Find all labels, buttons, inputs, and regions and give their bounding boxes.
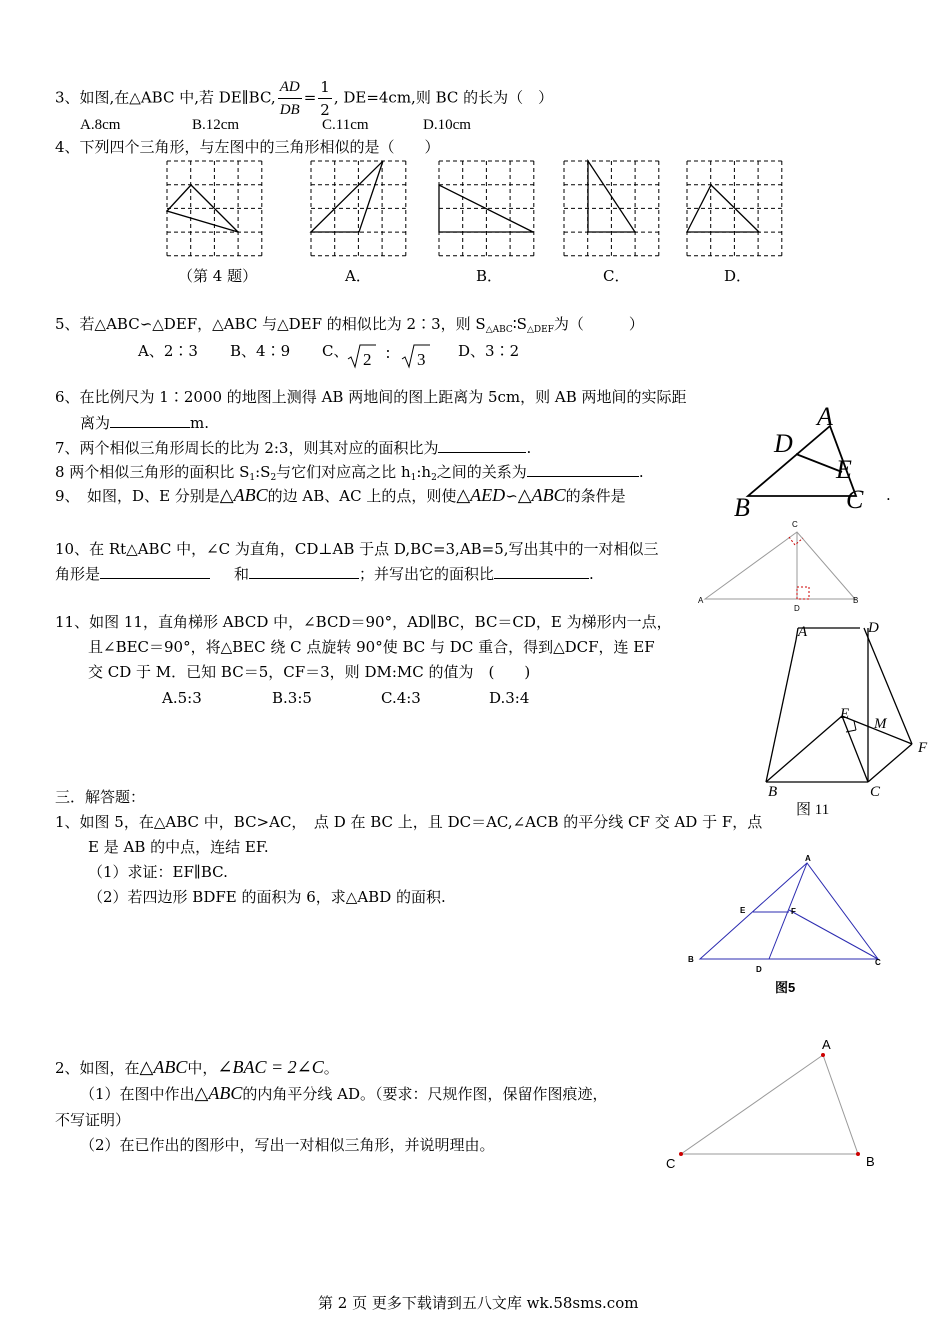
q11-option-c: C.4:3 — [381, 689, 421, 707]
p2-label-a: A — [822, 1037, 831, 1052]
q9-label-e: E — [836, 455, 852, 484]
q8-blank[interactable] — [527, 462, 639, 477]
q11-option-d: D.3:4 — [489, 689, 530, 707]
q10-line2: 角形是 和 ；并写出它的面积比 . — [55, 565, 594, 583]
q4-tri-a — [311, 161, 383, 232]
q5-option-a: A、2∶3 — [138, 342, 198, 360]
q3-stem: 3、如图,在△ABC 中,若 DE∥BC, $\frac{AD}{DB}$ = $\frac{1}{2}$ , DE=4cm,则 BC 的长为（ ） — [55, 78, 554, 119]
q5-option-c: C、 — [322, 342, 349, 360]
q11-label-e: E — [840, 706, 850, 722]
q3-fraction-half: $\frac{1}{2}$ — [320, 78, 330, 119]
q10-label-a: A — [698, 596, 704, 605]
section-3-title: 三．解答题： — [55, 788, 146, 806]
q11-label-m: M — [874, 716, 887, 732]
q6-blank[interactable] — [110, 413, 190, 428]
q10-blank-3[interactable] — [494, 564, 589, 579]
q7-stem: 7、两个相似三角形周长的比为 2:3，则其对应的面积比为 . — [55, 439, 532, 457]
q11-line3: 交 CD 于 M．已知 BC＝5，CF＝3，则 DM:MC 的值为 ( ) — [88, 663, 531, 681]
q5-root2: 3 — [417, 350, 426, 369]
q11-line2: 且∠BEC＝90°，将△BEC 绕 C 点旋转 90°使 BC 与 DC 重合，得到△DCF，连 EF — [88, 638, 655, 656]
p2-line2: （1）在图中作出△ABC的内角平分线 AD。（要求：尺规作图，保留作图痕迹， — [80, 1083, 608, 1103]
q5-option-d: D、3∶2 — [458, 342, 520, 360]
q3-option-d: D.10cm — [423, 117, 471, 133]
q9-label-c: C — [846, 485, 864, 514]
q5-option-b: B、4∶9 — [230, 342, 291, 360]
q11-label-f: F — [918, 740, 928, 756]
q10-figure — [695, 515, 875, 615]
p1-figure — [685, 852, 895, 1002]
q6-line2: 离为 m. — [80, 414, 210, 432]
p1-line2: E 是 AB 的中点，连结 EF. — [88, 838, 269, 856]
q11-figure — [760, 620, 940, 820]
q9-label-d: D — [774, 429, 793, 458]
q4-caption-c: C． — [603, 267, 630, 285]
q7-blank[interactable] — [438, 438, 526, 453]
q3-fraction: $\frac{AD}{DB}$ — [278, 76, 302, 121]
p1-label-a: A — [805, 854, 811, 863]
q11-label-d: D — [868, 620, 879, 636]
p2-figure — [660, 1035, 890, 1175]
q8-stem: 8 两个相似三角形的面积比 $S_1:S_2$与它们对应高之比 $h_1:h_2$之间的关系为 . — [55, 463, 644, 483]
q5-root1: 2 — [363, 350, 372, 369]
p1-label-c: C — [875, 958, 881, 967]
p1-line4: （2）若四边形 BDFE 的面积为 6，求△ABD 的面积. — [88, 888, 446, 906]
q4-grid-c — [564, 161, 659, 256]
q10-line1: 10、在 Rt△ABC 中，∠C 为直角，CD⊥AB 于点 D,BC=3,AB=5,写出其中的一对相似三 — [55, 540, 659, 558]
q11-option-b: B.3:5 — [272, 689, 312, 707]
p2-line1: 2、如图，在△ABC中，∠BAC = 2∠C。 — [55, 1057, 339, 1077]
p2-line3: 不写证明） — [55, 1111, 131, 1129]
q5-colon: ∶ — [386, 345, 390, 363]
q11-label-c: C — [870, 784, 881, 800]
p1-label-d: D — [756, 965, 762, 974]
q4-caption-reference: （第 4 题） — [178, 267, 258, 285]
q5-stem: 5、若△ABC∽△DEF，△ABC 与△DEF 的相似比为 2∶3，则 $S_{\triangle ABC}∶S_{\triangle DEF}$为（ ） — [55, 315, 644, 335]
p1-label-f: F — [791, 907, 796, 916]
q10-label-d: D — [794, 604, 800, 613]
p1-caption: 图5 — [775, 980, 796, 995]
q5-root-expression — [346, 343, 446, 373]
q10-blank-1[interactable] — [100, 564, 210, 579]
q4-grid-a — [311, 161, 406, 256]
q4-stem: 4、下列四个三角形，与左图中的三角形相似的是（ ） — [55, 138, 440, 156]
p1-label-e: E — [740, 906, 746, 915]
p1-label-b: B — [688, 955, 694, 964]
q10-blank-2[interactable] — [249, 564, 359, 579]
q3-option-a: A.8cm — [80, 117, 121, 133]
q4-caption-d: D． — [724, 267, 752, 285]
q9-label-a: A — [817, 402, 833, 431]
q10-label-b: B — [853, 596, 859, 605]
q9-end-dot: . — [886, 486, 891, 504]
q11-label-b: B — [768, 784, 778, 800]
q3-option-c: C.11cm — [322, 117, 369, 133]
p1-line1: 1、如图 5，在△ABC 中，BC>AC， 点 D 在 BC 上，且 DC＝AC,∠ACB 的平分线 CF 交 AD 于 F，点 — [55, 813, 763, 831]
q6-line1: 6、在比例尺为 1∶2000 的地图上测得 AB 两地间的图上距离为 5cm，则 AB 两地间的实际距 — [55, 388, 687, 406]
q10-label-c: C — [792, 520, 798, 529]
q11-option-a: A.5:3 — [162, 689, 202, 707]
p2-label-c: C — [666, 1156, 676, 1171]
q4-grids — [0, 155, 950, 275]
page-footer: 第 2 页 更多下载请到五八文库 wk.58sms.com — [318, 1294, 639, 1312]
p1-line3: （1）求证：EF∥BC. — [88, 863, 228, 881]
q9-stem: 9、 如图，D、E 分别是△ABC的边 AB、AC 上的点，则使△AED∽△ABC的条件是 — [55, 485, 626, 505]
q11-label-a: A — [798, 624, 808, 640]
q9-label-b: B — [734, 493, 750, 522]
q4-caption-a: A． — [345, 267, 371, 285]
q9-figure — [730, 400, 890, 520]
q4-caption-b: B． — [476, 267, 503, 285]
q11-caption: 图 11 — [796, 802, 830, 818]
p2-line4: （2）在已作出的图形中，写出一对相似三角形，并说明理由。 — [80, 1136, 495, 1154]
q11-line1: 11、如图 11，直角梯形 ABCD 中，∠BCD＝90°，AD∥BC，BC＝CD，E 为梯形内一点， — [55, 613, 672, 631]
p2-label-b: B — [866, 1154, 875, 1169]
q3-option-b: B.12cm — [192, 117, 240, 133]
